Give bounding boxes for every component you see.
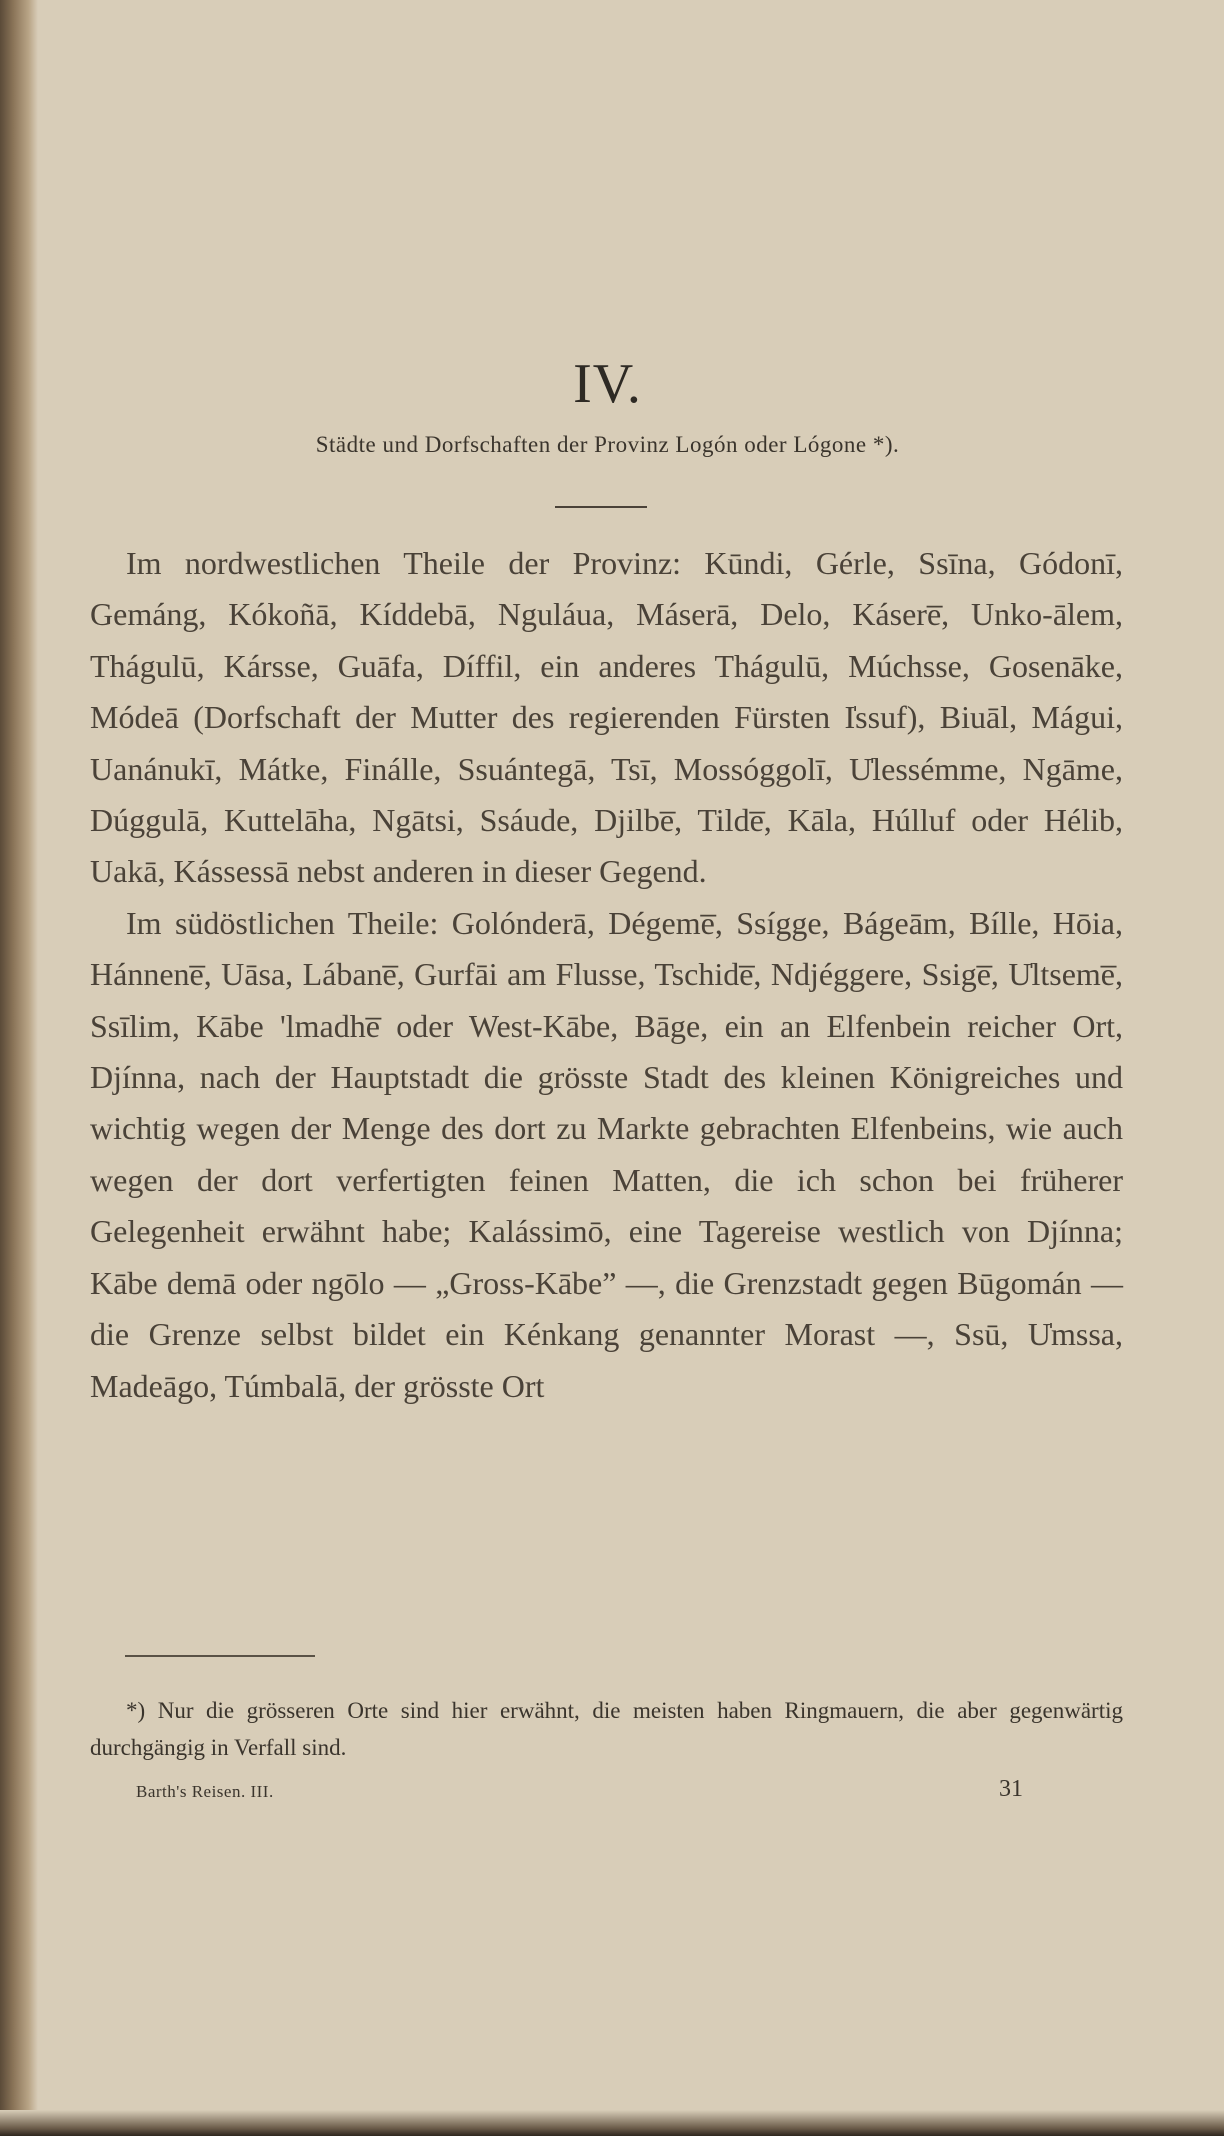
paragraph-northwest: Im nordwestlichen Theile der Provinz: Kūndi, Gérle, Ssīna, Gódonī, Gemáng, Kókoñā, Kíddebā, Nguláua, Máserā, Delo, Kásere̅, Unko-ālem, Thágulū, Kársse, Guāfa, Díffil, ein anderes Thágulū, Múchsse, Gosenāke, Módeā (Dorfschaft der Mutter des regierenden Fürsten I̍ssuf), Biuāl, Mágui, Uanánukī, Mátke, Finálle, Ssuántegā, Tsī, Mossóggolī, U̍lessémme, Ngāme, Dúggulā, Kuttelāha, Ngātsi, Ssáude, Djilbe̅, Tilde̅, Kāla, Húlluf oder Hélib, Uakā, Kássessā nebst anderen in dieser Gegend.	[90, 545, 1123, 890]
paragraph-southeast: Im südöstlichen Theile: Golónderā, Dégeme̅, Ssígge, Bágeām, Bílle, Hōia, Hánnene̅, Uāsa, Lábane̅, Gurfāi am Flusse, Tschide̅, Ndjéggere, Ssige̅, U̍ltseme̅, Ssīlim, Kābe 'lmadhe̅ oder West-Kābe, Bāge, ein an Elfenbein reicher Ort, Djínna, nach der Hauptstadt die grösste Stadt des kleinen Königreiches und wichtig wegen der Menge des dort zu Markte gebrachten Elfenbeins, wie auch wegen der dort verfertigten feinen Matten, die ich schon bei früherer Gelegenheit erwähnt habe; Kalássimō, eine Tagereise westlich von Djínna; Kābe demā oder ngōlo — „Gross-Kābe” —, die Grenzstadt gegen Būgomán — die Grenze selbst bildet ein Kénkang genannter Morast —, Ssū, U̍mssa, Madeāgo, Túmbalā, der grösste Ort	[90, 904, 1123, 1404]
page-number: 31	[999, 1776, 1023, 1802]
footnote: *) Nur die grösseren Orte sind hier erwähnt, die meisten haben Ringmauern, die aber gegenwärtig durchgängig in Verfall sind.	[90, 1698, 1123, 1760]
footnote-divider	[125, 1655, 315, 1657]
page-bottom-edge	[0, 2110, 1224, 2136]
book-spine-shadow	[0, 0, 38, 2136]
body-text	[90, 538, 1123, 1412]
printer-signature: Barth's Reisen. III.	[136, 1782, 274, 1801]
book-page	[90, 0, 1125, 2100]
page-footer	[136, 1776, 1023, 1802]
chapter-title: Städte und Dorfschaften der Provinz Logón oder Lógone *).	[315, 432, 900, 457]
title-divider	[555, 506, 647, 508]
chapter-number: IV.	[573, 353, 642, 415]
